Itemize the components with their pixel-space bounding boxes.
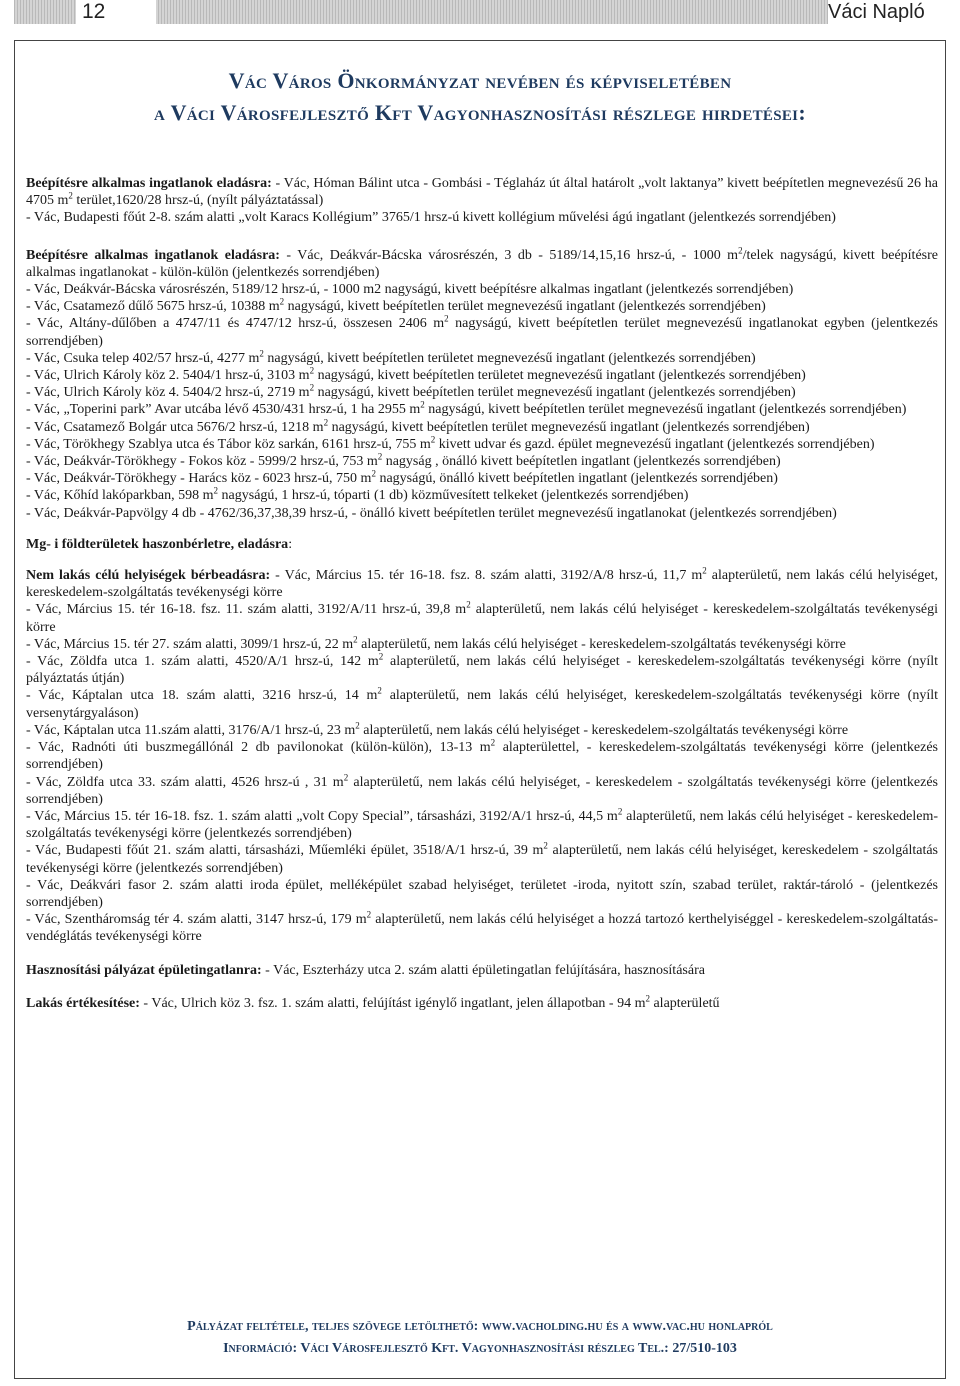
section-apartment-sale: Lakás értékesítése: - Vác, Ulrich köz 3. fsz. 1. szám alatti, felújítást igénylő ingatlant, jelen állapotban - 94 $m^2$ alapterületű (26, 993, 720, 1011)
section-building-plots-1: Beépítésre alkalmas ingatlanok eladásra: - Vác, Hóman Bálint utca - Gombási - Téglaház út által határolt „volt laktanya” kivett beépítetlen megnevezésű 26 ha 4705 $m^2$ terület,1620/28 hrsz-ú, (nyílt pályáztatással) - Vác, Budapesti főút 2-8. szám alatti „volt Karacs Kollégium” 3765/1 hrsz-ú kivett kollégium művelési ágú ingatlant (jelentkezés sorrendjében) (26, 176, 938, 226)
section-building-plots-2: Beépítésre alkalmas ingatlanok eladásra: - Vác, Deákvár-Bácska városrészén, 3 db - 5189/14,15,16 hrsz-ú, - 1000 $m^2$/telek nagyságú, kivett beépítésre alkalmas ingatlanokat - külön-külön (jelentkezés sorrendjében) - Vác, Deákvár-Bácska városrészén, 5189/12 hrsz-ú, - 1000 m2 nagyságú, kivett beépítésre alkalmas ingatlant (jelentkezés sorrendjében) - Vác, Csatamező dűlő 5675 hrsz-ú, 10388 $m^2$ nagyságú, kivett beépítetlen terület megnevezésű ingatlant (jelentkezés sorrendjében) - Vác, Altány-dűlőben a 4747/11 és 4747/12 hrsz-ú, összesen 2406 $m^2$ nagyságú, kivett beépítetlen terület megnevezésű ingatlanokat egyben (jelentkezés sorrendjében) - Vác, Csuka telep 402/57 hrsz-ú, 4277 $m^2$ nagyságú, kivett beépítetlen területet megnevezésű ingatlant (jelentkezés sorrendjében) - Vác, Ulrich Károly köz 2. 5404/1 hrsz-ú, 3103 $m^2$ nagyságú, kivett beépítetlen területet megnevezésű ingatlant (jelentkezés sorrendjében) - Vác, Ulrich Károly köz 4. 5404/2 hrsz-ú, 2719 $m^2$ nagyságú, kivett beépítetlen terület megnevezésű ingatlant (jelentkezés sorrendjében) - Vác, „Toperini park” Avar utcába lévő 4530/431 hrsz-ú, 1 ha 2955 $m^2$ nagyságú, kivett beépítetlen terület megnevezésű ingatlant (jelentkezés sorrendjében) - Vác, Csatamező Bolgár utca 5676/2 hrsz-ú, 1218 $m^2$ nagyságú, kivett beépítetlen terület megnevezésű ingatlant (jelentkezés sorrendjében) - Vác, Törökhegy Szablya utca és Tábor köz sarkán, 6161 hrsz-ú, 755 $m^2$ kivett udvar és gazd. épület megnevezésű ingatlant (jelentkezés sorrendjében) - Vác, Deákvár-Törökhegy - Fokos köz - 5999/2 hrsz-ú, 753 $m^2$ nagyság , önálló kivett beépítetlen ingatlant (jelentkezés sorrendjében) - Vác, Deákvár-Törökhegy - Harács köz - 6023 hrsz-ú, 750 $m^2$ nagyságú, önálló kivett beépítetlen ingatlant (jelentkezés sorrendjében) - Vác, Kőhíd lakóparkban, 598 $m^2$ nagyságú, 1 hrsz-ú, tóparti (1 db) közművesített telkeket (jelentkezés sorrendjében) - Vác, Deákvár-Papvölgy 4 db - 4762/36,37,38,39 hrsz-ú, - önálló kivett beépítetlen terület megnevezésű ingatlanokat (jelentkezés sorrendjében) (26, 244, 938, 521)
headline-line-2: a Váci Városfejlesztő Kft Vagyonhasznosítási részlege hirdetései: (154, 100, 806, 125)
section-label: Nem lakás célú helyiségek bérbeadásra: (26, 568, 271, 584)
section-label: Mg- i földterületek haszonbérletre, eladásra (26, 536, 289, 552)
section-commercial-rentals: Nem lakás célú helyiségek bérbeadásra: - Vác, Március 15. tér 16-18. fsz. 8. szám alatti, 3192/A/8 hrsz-ú, 11,7 $m^2$ alapterületű, nem lakás célú helyiséget, kereskedelem-szolgáltatás tevékenységi körre - Vác, Március 15. tér 16-18. fsz. 11. szám alatti, 3192/A/11 hrsz-ú, 39,8 $m^2$ alapterületű, nem lakás célú helyiséget - kereskedelem-szolgáltatás tevékenységi körre - Vác, Március 15. tér 27. szám alatti, 3099/1 hrsz-ú, 22 $m^2$ alapterületű, nem lakás célú helyiséget - kereskedelem-szolgáltatás tevékenységi körre - Vác, Zöldfa utca 1. szám alatti, 4520/A/1 hrsz-ú, 142 $m^2$ alapterületű, nem lakás célú helyiséget - kereskedelem-szolgáltatás tevékenységi körre (nyílt pályáztatás útján) - Vác, Káptalan utca 18. szám alatti, 3216 hrsz-ú, 14 $m^2$ alapterületű, nem lakás célú helyiséget, kereskedelem-szolgáltatás tevékenységi körre (nyílt versenytárgyaláson) - Vác, Káptalan utca 11.szám alatti, 3176/A/1 hrsz-ú, 23 $m^2$ alapterületű, nem lakás célú helyiséget - kereskedelem-szolgáltatás tevékenységi körre - Vác, Radnóti úti buszmegállónál 2 db pavilonokat (külön-külön), 13-13 $m^2$ alapterülettel, - kereskedelem-szolgáltatás tevékenységi körre (jelentkezés sorrendjében) - Vác, Zöldfa utca 33. szám alatti, 4526 hrsz-ú , 31 $m^2$ alapterületű, nem lakás célú helyiséget, - kereskedelem - szolgáltatás tevékenységi körre (jelentkezés sorrendjében) - Vác, Március 15. tér 16-18. fsz. 1. szám alatti „volt Copy Special”, társasházi, 3192/A/1 hrsz-ú, 44,5 $m^2$ alapterületű, nem lakás célú helyiséget - kereskedelem-szolgáltatás tevékenységi körre (jelentkezés sorrendjében) - Vác, Budapesti főút 21. szám alatti, társasházi, Műemléki épület, 3518/A/1 hrsz-ú, 39 $m^2$ alapterületű, nem lakás célú helyiséget, kereskedelem - szolgáltatás tevékenységi körre (jelentkezés sorrendjében) - Vác, Deákvári fasor 2. szám alatti iroda épület, melléképület szabad helyiséget, területet -iroda, nyitott szín, szabad terület, raktár-tároló - (jelentkezés sorrendjében) - Vác, Szentháromság tér 4. szám alatti, 3147 hrsz-ú, 179 $m^2$ alapterületű, nem lakás célú helyiséget a hozzá tartozó kerthelyiséggel - kereskedelem-szolgáltatás-vendéglátás tevékenységi körre (26, 565, 939, 945)
section-label: Beépítésre alkalmas ingatlanok eladásra: (26, 176, 272, 191)
headline-line-1: Vác Város Önkormányzat nevében és képviseletében (228, 68, 732, 93)
section-building-tender: Hasznosítási pályázat épületingatlanra: - Vác, Eszterházy utca 2. szám alatti épületingatlan felújítására, hasznosítására (26, 962, 705, 978)
section-label: Hasznosítási pályázat épületingatlanra: (26, 962, 262, 978)
announcement-body (26, 175, 938, 1012)
publication-name: Váci Napló (828, 0, 960, 24)
page-number: 12 (76, 0, 156, 24)
header-stripe-bar (14, 0, 960, 24)
section-agricultural-land: Mg- i földterületek haszonbérletre, eladásra: (26, 536, 293, 552)
section-label: Lakás értékesítése: (26, 995, 140, 1011)
footer-tender-info: Pályázat feltétele, teljes szövege letölthető: www.vacholding.hu és a www.vac.hu honlapról (187, 1319, 773, 1334)
section-label: Beépítésre alkalmas ingatlanok eladásra: (26, 247, 280, 263)
footer-contact-info: Információ: Váci Városfejlesztő Kft. Vagyonhasznosítási részleg Tel.: 27/510-103 (223, 1341, 737, 1356)
